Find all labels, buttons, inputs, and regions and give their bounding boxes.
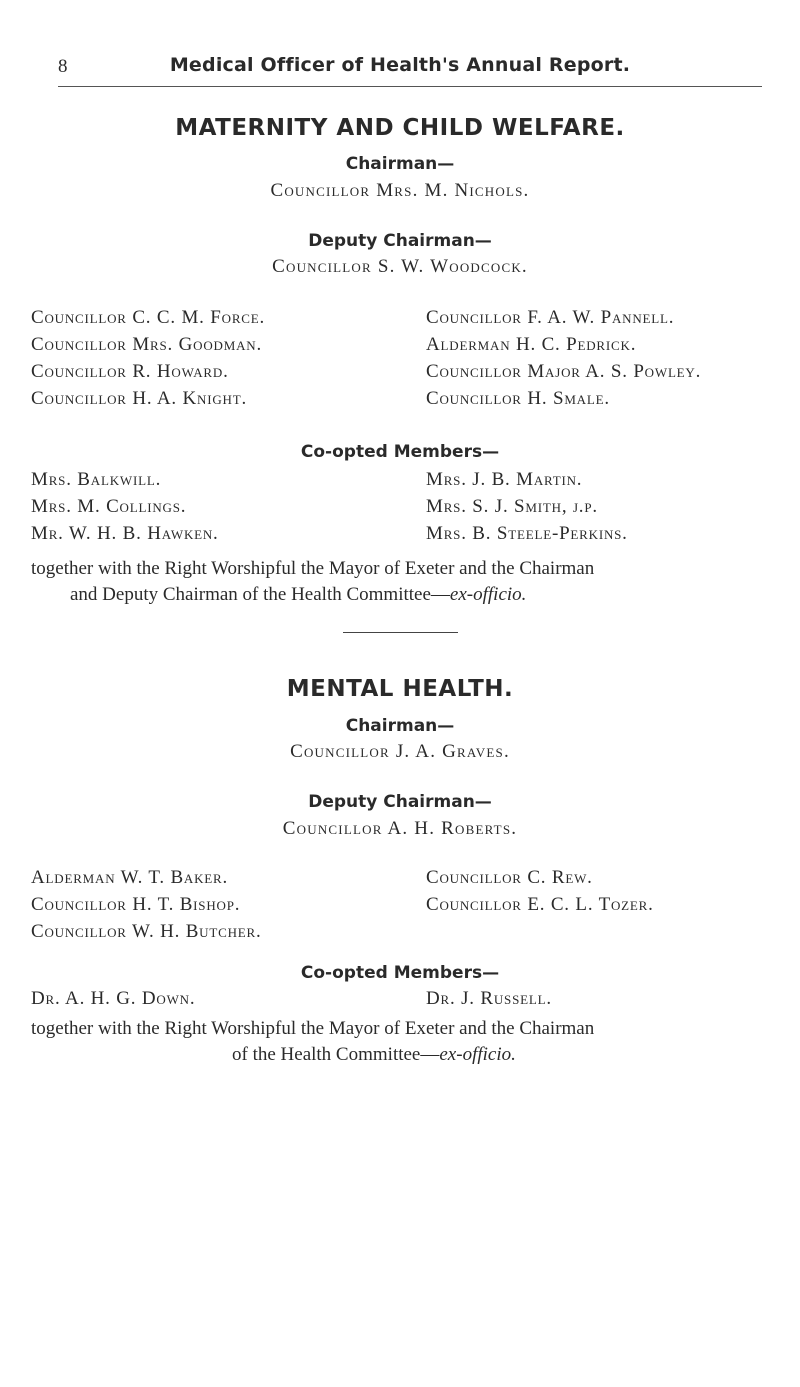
mental-coopted-right: Dr. J. Russell. (426, 988, 552, 1009)
maternity-member-right: Councillor H. Smale. (426, 388, 610, 409)
mental-member-left: Councillor W. H. Butcher. (31, 921, 262, 942)
maternity-coopted-right: Mrs. J. B. Martin. (426, 469, 583, 490)
mental-member-left: Alderman W. T. Baker. (31, 867, 229, 888)
page-header (0, 56, 800, 96)
page-number: 8 (58, 56, 68, 77)
mental-coopted-role: Co-opted Members— (300, 963, 500, 983)
maternity-deputy-name: Councillor S. W. Woodcock. (272, 256, 528, 277)
maternity-deputy-role: Deputy Chairman— (308, 231, 492, 251)
maternity-title: MATERNITY AND CHILD WELFARE. (175, 115, 625, 141)
section-divider (343, 632, 458, 633)
maternity-member-left: Councillor H. A. Knight. (31, 388, 248, 409)
maternity-coopted-role: Co-opted Members— (300, 442, 500, 462)
mental-note-line2-text: of the Health Committee— (232, 1044, 440, 1065)
maternity-member-left: Councillor C. C. M. Force. (31, 307, 266, 328)
maternity-coopted-right: Mrs. B. Steele-Perkins. (426, 523, 628, 544)
mental-member-left: Councillor H. T. Bishop. (31, 894, 241, 915)
maternity-note-line2 (70, 584, 526, 606)
mental-note-line2 (232, 1044, 516, 1066)
mental-note-line1: together with the Right Worshipful the Mayor of Exeter and the Chairman (31, 1018, 595, 1039)
maternity-member-left: Councillor Mrs. Goodman. (31, 334, 262, 355)
maternity-member-right: Alderman H. C. Pedrick. (426, 334, 637, 355)
maternity-chairman-name: Councillor Mrs. M. Nichols. (270, 180, 530, 201)
header-rule (58, 86, 762, 87)
mental-health-title: MENTAL HEALTH. (286, 676, 514, 702)
mental-member-right: Councillor E. C. L. Tozer. (426, 894, 654, 915)
mental-chairman-name: Councillor J. A. Graves. (290, 741, 510, 762)
maternity-note-line2-text: and Deputy Chairman of the Health Committee— (70, 584, 450, 605)
maternity-coopted-left: Mr. W. H. B. Hawken. (31, 523, 219, 544)
maternity-member-left: Councillor R. Howard. (31, 361, 229, 382)
mental-deputy-role: Deputy Chairman— (308, 792, 492, 812)
maternity-member-right: Councillor Major A. S. Powley. (426, 361, 702, 382)
mental-coopted-left: Dr. A. H. G. Down. (31, 988, 196, 1009)
mental-member-right: Councillor C. Rew. (426, 867, 593, 888)
mental-note-ex-officio: ex-officio. (439, 1044, 516, 1065)
mental-deputy-name: Councillor A. H. Roberts. (282, 818, 518, 839)
maternity-coopted-left: Mrs. Balkwill. (31, 469, 162, 490)
mental-chairman-role: Chairman— (345, 716, 455, 736)
running-title: Medical Officer of Health's Annual Report. (169, 54, 631, 76)
maternity-note-ex-officio: ex-officio. (449, 584, 527, 605)
maternity-member-right: Councillor F. A. W. Pannell. (426, 307, 675, 328)
maternity-coopted-right: Mrs. S. J. Smith, j.p. (426, 496, 598, 517)
maternity-note-line1: together with the Right Worshipful the Mayor of Exeter and the Chairman (31, 558, 595, 579)
maternity-chairman-role: Chairman— (345, 154, 455, 174)
maternity-coopted-left: Mrs. M. Collings. (31, 496, 187, 517)
